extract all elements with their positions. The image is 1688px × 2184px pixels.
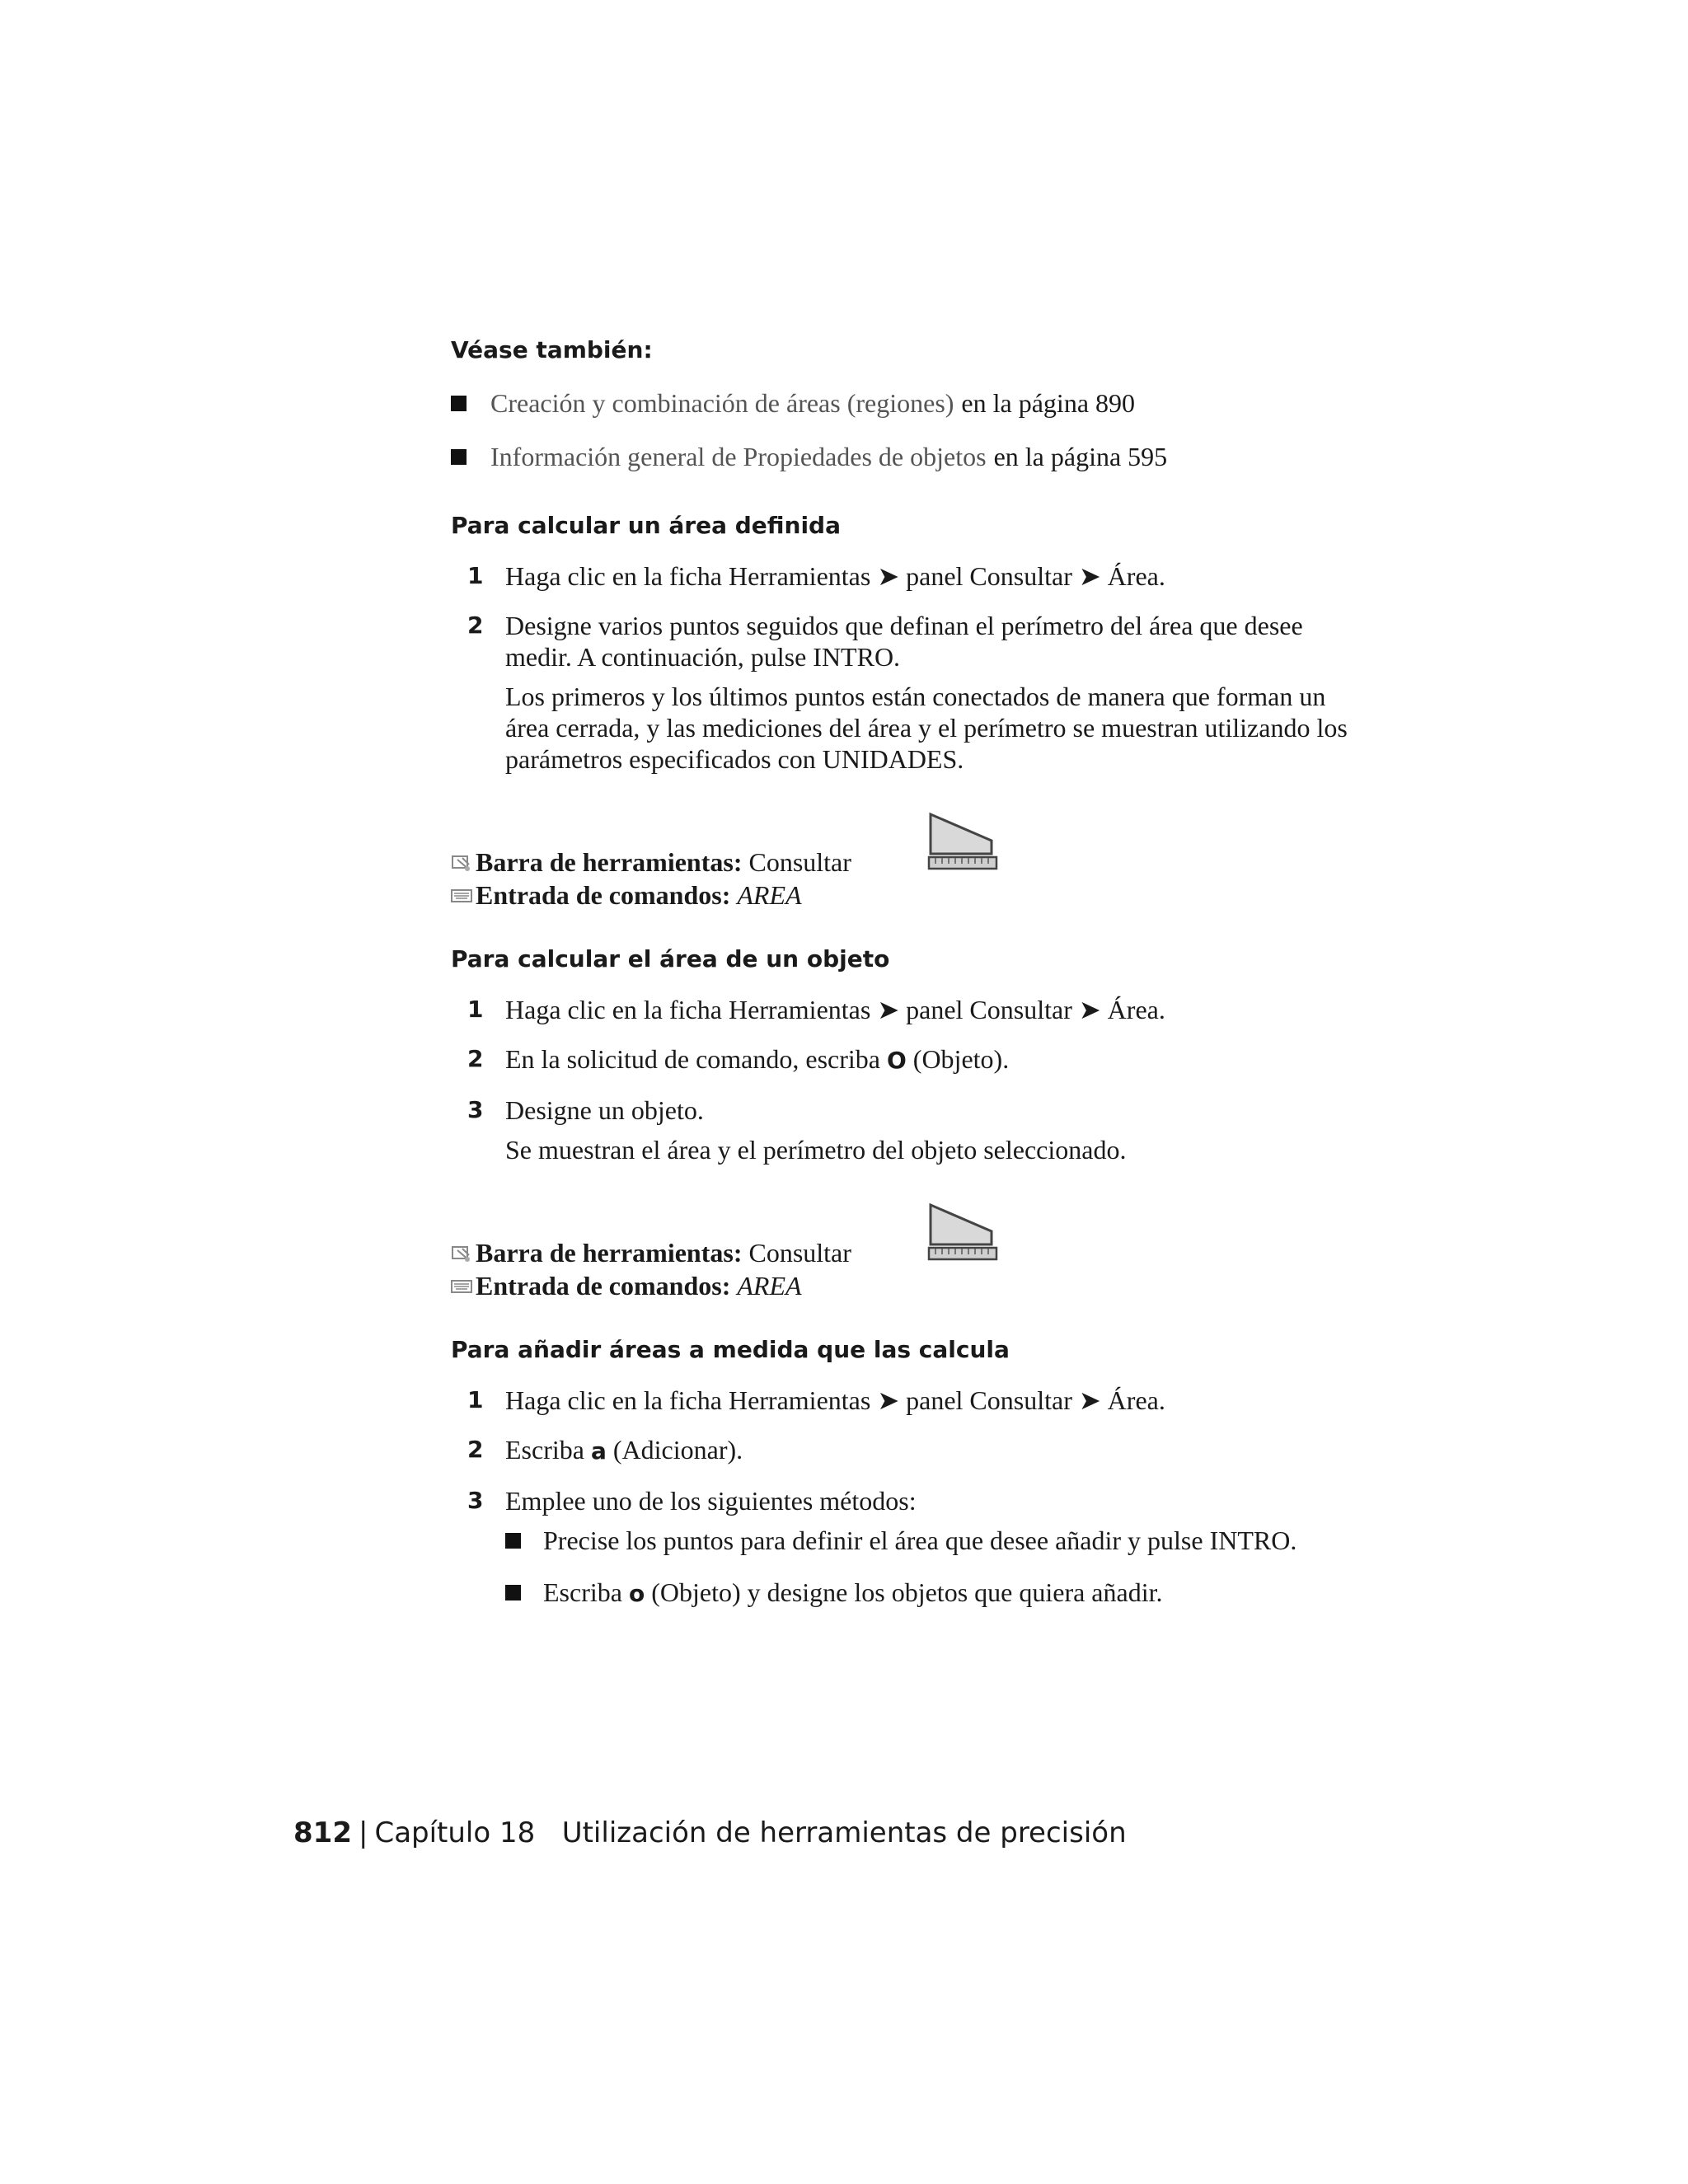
- see-also-page-ref: en la página 890: [961, 388, 1136, 418]
- see-also-link[interactable]: Creación y combinación de áreas (regiones): [490, 388, 954, 418]
- step-note: Se muestran el área y el perímetro del objeto seleccionado.: [505, 1135, 1127, 1165]
- step-key: O: [886, 1047, 907, 1074]
- toolbar-line: [451, 1238, 851, 1268]
- step-text-after: (Adicionar).: [612, 1435, 743, 1465]
- step-text-after: (Objeto).: [912, 1044, 1010, 1074]
- method-text-before: Escriba: [543, 1577, 622, 1607]
- area-ruler-icon[interactable]: [927, 809, 998, 875]
- step-note: Los primeros y los últimos puntos están conectados de manera que forman un área cerrada, y las mediciones del área y el perímetro se muestran utilizando los parámetros especificados con UNIDADES.: [505, 682, 1348, 774]
- command-line: [451, 1271, 802, 1301]
- toolbar-line: [451, 847, 851, 878]
- see-also-list: [451, 385, 1366, 475]
- toolbar-command-block: [451, 809, 1366, 916]
- step-text: [505, 1043, 1366, 1076]
- step-text: Haga clic en la ficha Herramientas ➤ panel Consultar ➤ Área.: [505, 995, 1165, 1024]
- step-item: [451, 1043, 1366, 1076]
- steps-list: [451, 1385, 1366, 1630]
- step-text: Haga clic en la ficha Herramientas ➤ panel Consultar ➤ Área.: [505, 1385, 1165, 1415]
- method-key: o: [628, 1580, 645, 1607]
- area-ruler-icon[interactable]: [927, 1200, 998, 1266]
- step-text: Haga clic en la ficha Herramientas ➤ panel Consultar ➤ Área.: [505, 561, 1165, 591]
- step-text: Designe varios puntos seguidos que definan el perímetro del área que desee medir. A continuación, pulse INTRO.: [505, 611, 1303, 672]
- step-text-before: Escriba: [505, 1435, 584, 1465]
- command-line: [451, 880, 802, 911]
- toolbar-icon: [451, 1244, 472, 1263]
- step-number: 2: [467, 1436, 484, 1463]
- bullet-icon: [505, 1533, 521, 1549]
- methods-list: [505, 1525, 1366, 1610]
- toolbar-value: Consultar: [748, 847, 851, 877]
- step-number: 1: [467, 1386, 484, 1413]
- step-item: [451, 1485, 1366, 1630]
- chapter-title: Utilización de herramientas de precisión: [561, 1816, 1127, 1849]
- step-item: [451, 560, 1366, 592]
- step-number: 3: [467, 1487, 484, 1514]
- step-text: Emplee uno de los siguientes métodos:: [505, 1486, 917, 1516]
- method-item: [505, 1525, 1366, 1556]
- step-number: 2: [467, 612, 484, 639]
- bullet-icon: [451, 449, 467, 465]
- bullet-icon: [505, 1585, 521, 1601]
- command-label: Entrada de comandos:: [476, 1271, 731, 1301]
- toolbar-command-block: [451, 1200, 1366, 1307]
- footer-separator: |: [358, 1816, 368, 1849]
- page-number: 812: [293, 1816, 352, 1849]
- steps-list: [451, 994, 1366, 1165]
- section-heading: Para calcular un área definida: [451, 512, 841, 539]
- step-item: [451, 994, 1366, 1025]
- step-item: [451, 1385, 1366, 1416]
- keyboard-icon: [451, 1277, 472, 1296]
- see-also-item: [451, 438, 1366, 475]
- method-text-after: (Objeto) y designe los objetos que quiera añadir.: [651, 1577, 1163, 1607]
- page-content: [451, 334, 1366, 1630]
- see-also-page-ref: en la página 595: [993, 442, 1168, 471]
- step-number: 1: [467, 996, 484, 1023]
- command-label: Entrada de comandos:: [476, 880, 731, 910]
- step-number: 2: [467, 1045, 484, 1072]
- command-value: AREA: [737, 880, 802, 910]
- method-text: [543, 1577, 1162, 1610]
- see-also-link[interactable]: Información general de Propiedades de objetos: [490, 442, 987, 471]
- steps-list: [451, 560, 1366, 775]
- chapter-label: Capítulo 18: [374, 1816, 536, 1849]
- page-footer: [293, 1816, 1127, 1849]
- step-text-before: En la solicitud de comando, escriba: [505, 1044, 880, 1074]
- method-item: [505, 1577, 1366, 1610]
- step-number: 3: [467, 1096, 484, 1123]
- see-also-heading: Véase también:: [451, 336, 653, 363]
- command-value: AREA: [737, 1271, 802, 1301]
- method-text: Precise los puntos para definir el área que desee añadir y pulse INTRO.: [543, 1526, 1297, 1555]
- toolbar-icon: [451, 853, 472, 873]
- step-item: [451, 1434, 1366, 1467]
- section-heading: Para calcular el área de un objeto: [451, 945, 890, 972]
- step-item: [451, 610, 1366, 775]
- step-text: Designe un objeto.: [505, 1095, 704, 1125]
- keyboard-icon: [451, 886, 472, 906]
- step-text: [505, 1434, 1366, 1467]
- toolbar-value: Consultar: [748, 1238, 851, 1268]
- step-key: a: [590, 1437, 607, 1465]
- see-also-item: [451, 385, 1366, 421]
- bullet-icon: [451, 396, 467, 411]
- step-number: 1: [467, 562, 484, 589]
- step-item: [451, 1094, 1366, 1165]
- toolbar-label: Barra de herramientas:: [476, 847, 743, 877]
- section-heading: Para añadir áreas a medida que las calcula: [451, 1336, 1010, 1363]
- toolbar-label: Barra de herramientas:: [476, 1238, 743, 1268]
